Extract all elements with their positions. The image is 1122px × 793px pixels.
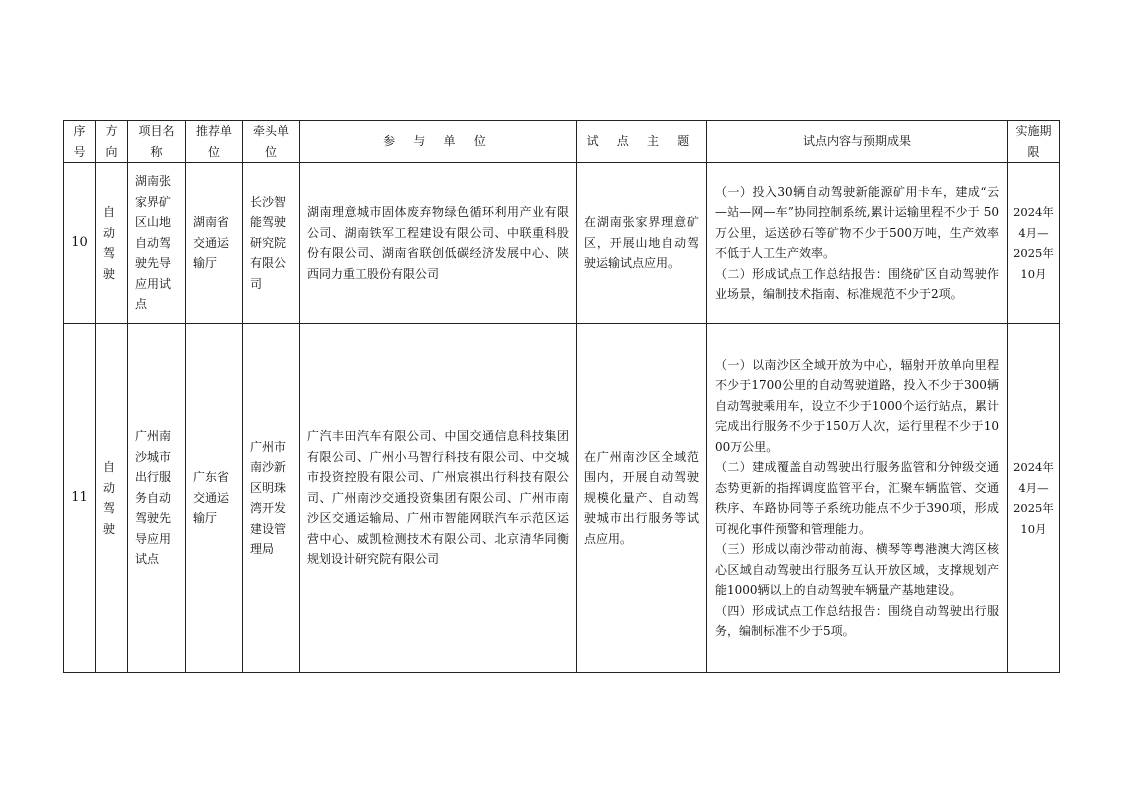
content-paragraph: （一）以南沙区全域开放为中心，辐射开放单向里程不少于1700公里的自动驾驶道路，投入不少于300辆自动驾驶乘用车，设立不少于1000个运行站点，累计完成出行服务不少于150万人次，运行里程不少于1000万公里。 [715, 357, 999, 454]
content-paragraph: （二）建成覆盖自动驾驶出行服务监管和分钟级交通态势更新的指挥调度监管平台，汇聚车辆监管、交通秩序、车路协同等子系统功能点不少于390项，形成可视化事件预警和管理能力。 [715, 460, 999, 536]
cell-direction: 自动驾驶 [96, 324, 128, 673]
pilot-projects-table [63, 120, 1060, 673]
cell-seq: 10 [64, 163, 96, 324]
content-paragraph: （一）投入30辆自动驾驶新能源矿用卡车，建成“云—站—网—车”协同控制系统,累计运输里程不少于 50万公里，运送砂石等矿物不少于500万吨，生产效率不低于人工生产效率。 [715, 184, 999, 260]
cell-lead-unit: 广州市南沙新区明珠湾开发建设管理局 [243, 324, 300, 673]
header-participants: 参 与 单 位 [300, 121, 577, 163]
cell-pilot-theme: 在广州南沙区全域范围内，开展自动驾驶规模化量产、自动驾驶城市出行服务等试点应用。 [577, 324, 707, 673]
cell-content [707, 163, 1008, 324]
cell-period: 2024年4月—2025年10月 [1008, 324, 1060, 673]
table-row [64, 324, 1060, 673]
cell-content [707, 324, 1008, 673]
cell-participants: 广汽丰田汽车有限公司、中国交通信息科技集团有限公司、广州小马智行科技有限公司、中交城市投资控股有限公司、广州宸祺出行科技有限公司、广州南沙交通投资集团有限公司、广州市南沙区交通运输局、广州市智能网联汽车示范区运营中心、威凯检测技术有限公司、北京清华同衡规划设计研究院有限公司 [300, 324, 577, 673]
header-content: 试点内容与预期成果 [707, 121, 1008, 163]
cell-participants: 湖南理意城市固体废弃物绿色循环利用产业有限公司、湖南铁军工程建设有限公司、中联重科股份有限公司、湖南省联创低碳经济发展中心、陕西同力重工股份有限公司 [300, 163, 577, 324]
header-project-name: 项目名称 [128, 121, 186, 163]
header-direction: 方向 [96, 121, 128, 163]
cell-period: 2024年4月—2025年10月 [1008, 163, 1060, 324]
table-row [64, 163, 1060, 324]
header-lead-unit: 牵头单位 [243, 121, 300, 163]
cell-seq: 11 [64, 324, 96, 673]
content-paragraph: （四）形成试点工作总结报告：围绕自动驾驶出行服务，编制标准不少于5项。 [715, 603, 999, 638]
cell-project-name: 广州南沙城市出行服务自动驾驶先导应用试点 [128, 324, 186, 673]
cell-direction: 自动驾驶 [96, 163, 128, 324]
header-row [64, 121, 1060, 163]
content-paragraph: （二）形成试点工作总结报告：围绕矿区自动驾驶作业场景，编制技术指南、标准规范不少于2项。 [715, 266, 999, 301]
cell-recommender: 广东省交通运输厅 [186, 324, 243, 673]
header-pilot-theme: 试 点 主 题 [577, 121, 707, 163]
cell-recommender: 湖南省交通运输厅 [186, 163, 243, 324]
cell-pilot-theme: 在湖南张家界理意矿区，开展山地自动驾驶运输试点应用。 [577, 163, 707, 324]
cell-lead-unit: 长沙智能驾驶研究院有限公司 [243, 163, 300, 324]
header-period: 实施期限 [1008, 121, 1060, 163]
content-paragraph: （三）形成以南沙带动前海、横琴等粤港澳大湾区核心区域自动驾驶出行服务互认开放区域，支撑规划产能1000辆以上的自动驾驶车辆量产基地建设。 [715, 542, 999, 597]
header-seq: 序号 [64, 121, 96, 163]
cell-project-name: 湖南张家界矿区山地自动驾驶先导应用试点 [128, 163, 186, 324]
header-recommender: 推荐单位 [186, 121, 243, 163]
